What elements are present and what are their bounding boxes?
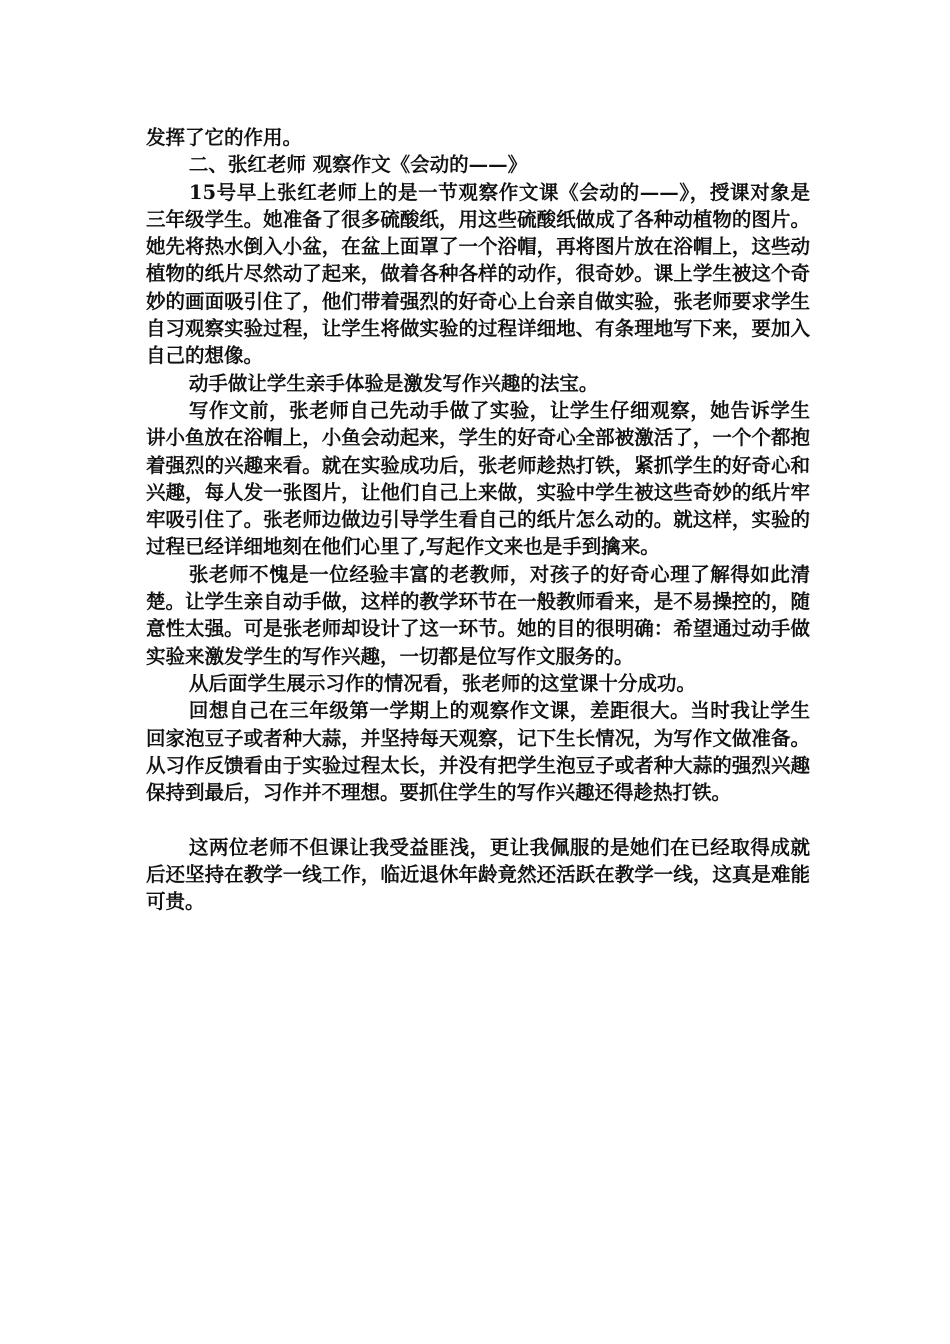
paragraph-1: 发挥了它的作用。 — [146, 126, 303, 149]
paragraph-7: 从后面学生展示习作的情况看，张老师的这堂课十分成功。 — [188, 671, 696, 695]
blank-line — [146, 806, 810, 833]
paragraph-5: 写作文前，张老师自己先动手做了实验，让学生仔细观察，她告诉学生讲小鱼放在浴帽上，小鱼会动起来，学生的好奇心全部被激活了，一个个都抱着强烈的兴趣来看。就在实验成功后，张老师趁热打铁，紧抓学生的好奇心和兴趣，每人发一张图片，让他们自己上来做，实验中学生被这些奇妙的纸片牢牢吸引住了。张老师边做边引导学生看自己的纸片怎么动的。就这样，实验的过程已经详细地刻在他们心里了,写起作文来也是手到擒来。 — [146, 398, 810, 559]
document-body — [146, 124, 810, 916]
paragraph-6: 张老师不愧是一位经验丰富的老教师，对孩子的好奇心理了解得如此清楚。让学生亲自动手做，这样的教学环节在一般教师看来，是不易操控的，随意性太强。可是张老师却设计了这一环节。她的目的很明确：希望通过动手做实验来激发学生的写作兴趣，一切都是位写作文服务的。 — [146, 562, 810, 668]
paragraph-8: 回想自己在三年级第一学期上的观察作文课，差距很大。当时我让学生回家泡豆子或者种大蒜，并坚持每天观察，记下生长情况，为写作文做准备。从习作反馈看由于实验过程太长，并没有把学生泡豆子或者种大蒜的强烈兴趣保持到最后，习作并不理想。要抓住学生的写作兴趣还得趁热打铁。 — [146, 699, 810, 805]
section-heading: 二、张红老师 观察作文《会动的——》 — [188, 153, 528, 177]
paragraph-4: 动手做让学生亲手体验是激发写作兴趣的法宝。 — [188, 371, 599, 395]
paragraph-3: 15号早上张红老师上的是一节观察作文课《会动的——》，授课对象是三年级学生。她准备了很多硫酸纸，用这些硫酸纸做成了各种动植物的图片。她先将热水倒入小盆，在盆上面罩了一个浴帽，再将图片放在浴帽上，这些动植物的纸片尽然动了起来，做着各种各样的动作，很奇妙。课上学生被这个奇妙的画面吸引住了，他们带着强烈的好奇心上台亲自做实验，张老师要求学生自习观察实验过程，让学生将做实验的过程详细地、有条理地写下来，要加入自己的想像。 — [146, 180, 810, 368]
paragraph-10: 这两位老师不但课让我受益匪浅，更让我佩服的是她们在已经取得成就后还坚持在教学一线工作，临近退休年龄竟然还活跃在教学一线，这真是难能可贵。 — [146, 835, 810, 914]
